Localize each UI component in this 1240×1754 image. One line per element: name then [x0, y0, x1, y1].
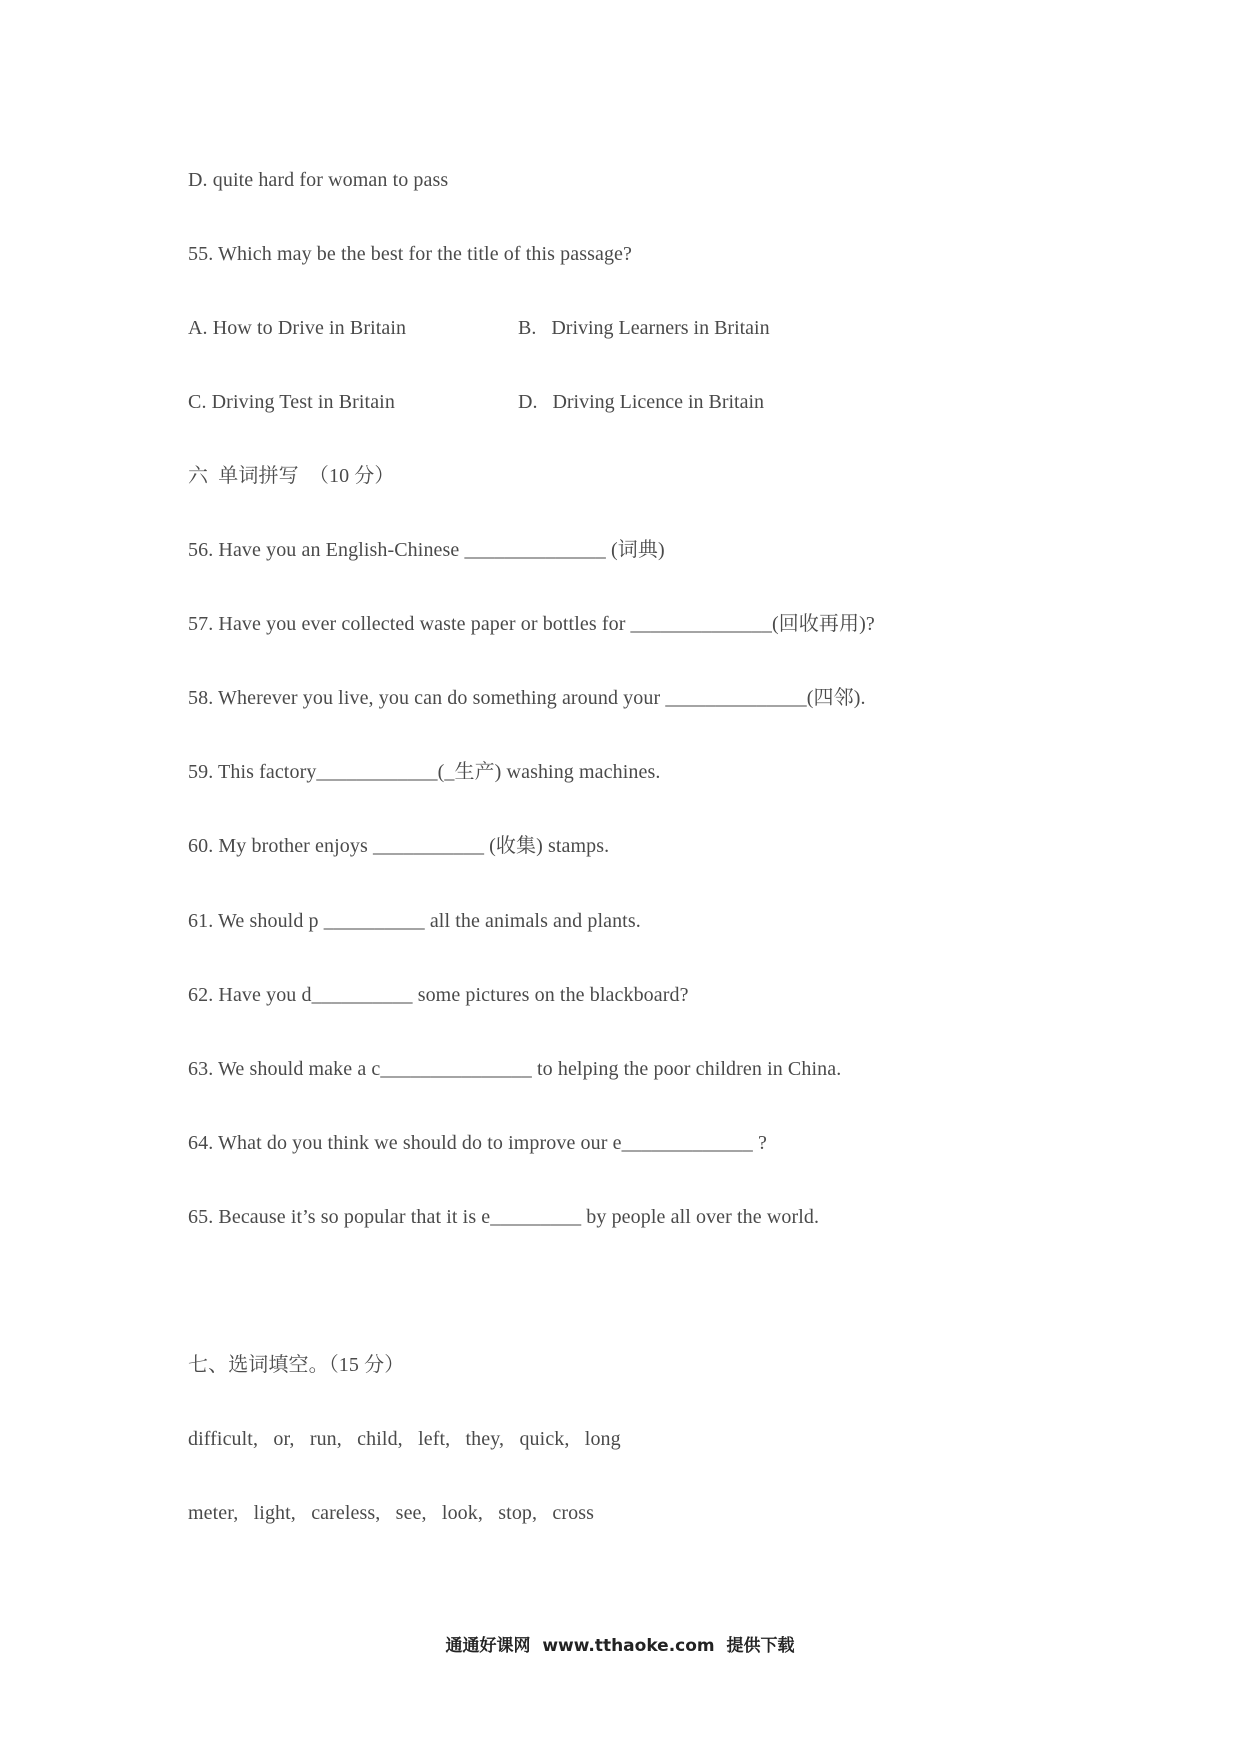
question-56: 56. Have you an English-Chinese ______________ (词典) — [188, 539, 665, 561]
word-bank-row-1: difficult, or, run, child, left, they, quick, long — [188, 1428, 621, 1450]
footer-text: 通通好课网 www.tthaoke.com 提供下载 — [445, 1636, 795, 1656]
q55-option-a: A. How to Drive in Britain — [188, 317, 407, 339]
question-59: 59. This factory____________(_生产) washing machines. — [188, 761, 661, 783]
question-61: 61. We should p __________ all the animals and plants. — [188, 910, 641, 932]
question-65: 65. Because it’s so popular that it is e_________ by people all over the world. — [188, 1206, 820, 1228]
q55-option-c: C. Driving Test in Britain — [188, 391, 395, 413]
question-58: 58. Wherever you live, you can do something around your ______________(四邻). — [188, 687, 866, 709]
question-62: 62. Have you d__________ some pictures on the blackboard? — [188, 984, 689, 1006]
question-60: 60. My brother enjoys ___________ (收集) stamps. — [188, 835, 610, 857]
question-64: 64. What do you think we should do to improve our e_____________ ? — [188, 1132, 767, 1154]
section6-heading: 六 单词拼写 （10 分） — [188, 465, 395, 487]
question-63: 63. We should make a c_______________ to helping the poor children in China. — [188, 1058, 842, 1080]
word-bank-row-2: meter, light, careless, see, look, stop, cross — [188, 1502, 595, 1524]
question-57: 57. Have you ever collected waste paper or bottles for ______________(回收再用)? — [188, 613, 875, 635]
section7-heading: 七、选词填空。（15 分） — [188, 1354, 405, 1376]
q55-stem: 55. Which may be the best for the title of this passage? — [188, 243, 632, 265]
q55-option-b: B. Driving Learners in Britain — [518, 317, 770, 339]
q55-option-d: D. Driving Licence in Britain — [518, 391, 765, 413]
q54-option-d: D. quite hard for woman to pass — [188, 169, 449, 191]
